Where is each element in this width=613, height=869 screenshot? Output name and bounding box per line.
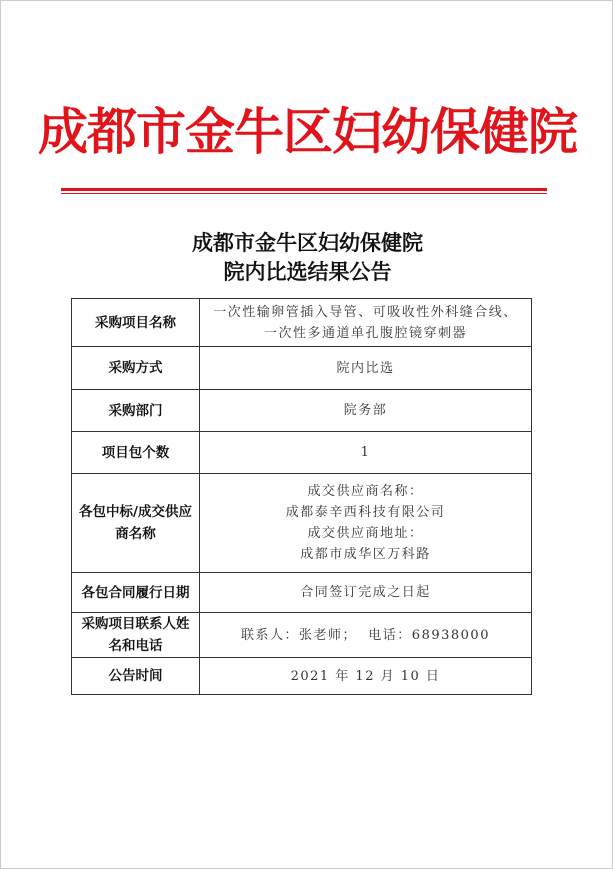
value-line: 联系人：张老师； 电话：68938000	[241, 627, 490, 643]
row-value	[200, 613, 532, 658]
table-row	[72, 613, 532, 658]
doc-title-line2: 院内比选结果公告	[223, 259, 392, 284]
row-label	[72, 613, 200, 658]
value-line: 院务部	[343, 403, 388, 418]
value-line: 成交供应商名称：	[307, 484, 424, 499]
value-line: 成都市成华区万科路	[300, 547, 431, 562]
row-label	[72, 432, 200, 474]
row-value	[200, 573, 532, 613]
row-label	[72, 658, 200, 695]
row-value	[200, 474, 532, 573]
value-line: 成都泰辛西科技有限公司	[285, 505, 446, 520]
label-line: 采购项目联系人姓	[81, 616, 190, 632]
row-label	[72, 390, 200, 432]
label-line: 采购项目名称	[95, 314, 176, 331]
value-line: 2021 年 12 月 10 日	[290, 668, 441, 684]
row-value	[200, 299, 532, 347]
table-row	[72, 474, 532, 573]
label-line: 采购部门	[108, 402, 163, 419]
value-line: 1	[360, 445, 371, 460]
doc-title-line1: 成都市金牛区妇幼保健院	[192, 230, 423, 255]
row-label	[72, 299, 200, 347]
row-value	[200, 658, 532, 695]
value-line: 一次性输卵管插入导管、可吸收性外科缝合线、	[213, 304, 518, 320]
table-row	[72, 299, 532, 347]
table-row	[72, 347, 532, 390]
value-line: 合同签订完成之日起	[300, 585, 431, 600]
label-line: 商名称	[115, 526, 156, 542]
label-line: 各包中标/成交供应	[79, 504, 192, 520]
label-line: 名和电话	[108, 638, 163, 654]
row-value	[200, 390, 532, 432]
table-row	[72, 658, 532, 695]
value-line: 成交供应商地址：	[307, 526, 424, 541]
row-value	[200, 432, 532, 474]
row-label	[72, 573, 200, 613]
table-row	[72, 573, 532, 613]
announcement-table	[71, 298, 532, 695]
value-line: 一次性多通道单孔腹腔镜穿刺器	[263, 325, 467, 341]
row-label	[72, 347, 200, 390]
letterhead-title: 成都市金牛区妇幼保健院	[38, 102, 577, 161]
table-row	[72, 390, 532, 432]
table-row	[72, 432, 532, 474]
label-line: 采购方式	[108, 360, 163, 376]
red-rule-thick	[61, 188, 547, 191]
value-line: 院内比选	[336, 360, 395, 376]
red-rule-thin	[61, 193, 547, 194]
label-line: 项目包个数	[101, 444, 170, 461]
row-value	[200, 347, 532, 390]
label-line: 公告时间	[108, 668, 163, 684]
row-label	[72, 474, 200, 573]
label-line: 各包合同履行日期	[81, 584, 190, 601]
